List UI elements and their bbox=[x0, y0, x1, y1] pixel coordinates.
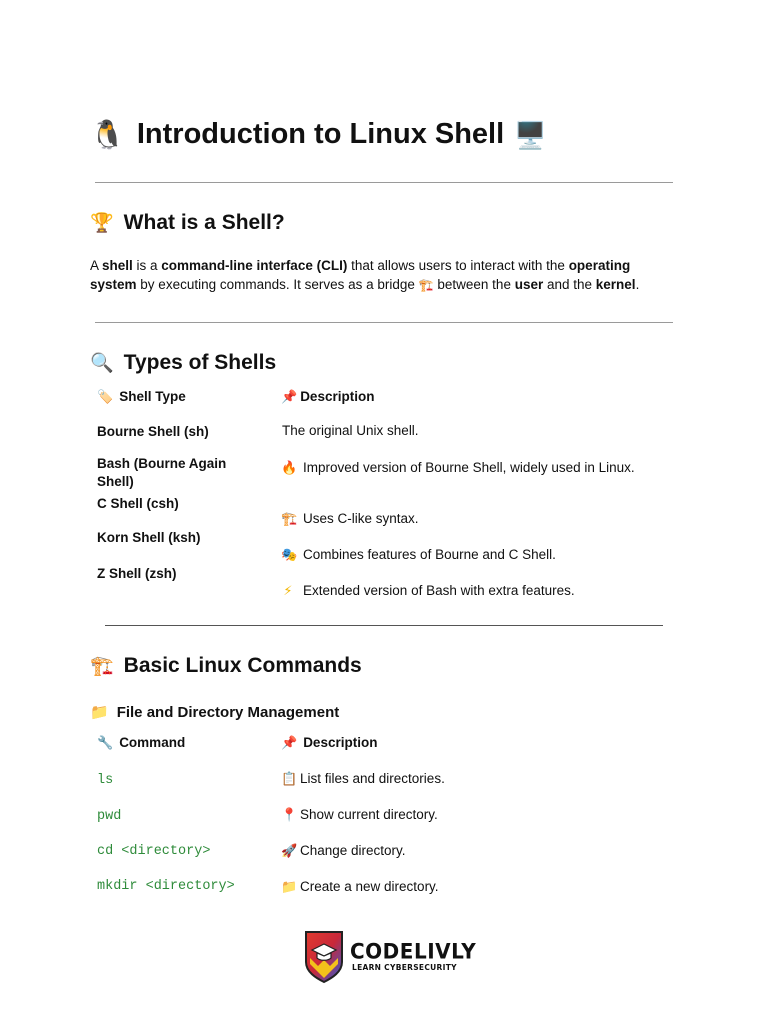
shell-name: Korn Shell (ksh) bbox=[97, 530, 201, 545]
divider bbox=[95, 182, 673, 183]
shell-description: The original Unix shell. bbox=[282, 423, 419, 438]
penguin-icon: 🐧 bbox=[90, 118, 125, 150]
crane-icon: 🏗️ bbox=[418, 278, 434, 292]
lightning-icon: ⚡ bbox=[283, 583, 293, 598]
folder-icon: 📁 bbox=[281, 879, 298, 894]
column-header-shell-type: 🏷️ Shell Type bbox=[97, 389, 186, 404]
column-header-description: 📌 Description bbox=[281, 389, 375, 404]
clipboard-icon: 📋 bbox=[281, 771, 298, 786]
rocket-icon: 🚀 bbox=[281, 843, 298, 858]
command-description: 📍 Show current directory. bbox=[281, 807, 438, 822]
location-pin-icon: 📍 bbox=[281, 807, 298, 822]
graduation-shield-icon bbox=[302, 928, 346, 982]
brand-tagline: LEARN CYBERSECURITY bbox=[352, 962, 457, 972]
shell-description: ⚡ Extended version of Bash with extra features. bbox=[281, 583, 575, 598]
page-title-row bbox=[90, 118, 547, 151]
label-icon: 🏷️ bbox=[97, 389, 114, 404]
shell-name: Bash (Bourne Again Shell) bbox=[97, 456, 227, 489]
section-title: Types of Shells bbox=[123, 351, 277, 374]
section-title: What is a Shell? bbox=[123, 211, 285, 234]
shell-description: 🏗️ Uses C-like syntax. bbox=[281, 511, 419, 526]
divider bbox=[105, 625, 663, 626]
divider bbox=[95, 322, 673, 323]
masks-icon: 🎭 bbox=[281, 547, 298, 562]
brand-name: CODELIVLY bbox=[350, 937, 477, 964]
folder-icon: 📁 bbox=[90, 704, 109, 721]
computer-icon: 🖥️ bbox=[514, 119, 547, 150]
fire-icon: 🔥 bbox=[281, 460, 298, 475]
section-heading-commands bbox=[90, 654, 362, 678]
subsection-heading: 📁 File and Directory Management bbox=[90, 704, 340, 721]
page-title: Introduction to Linux Shell bbox=[136, 118, 505, 150]
command-code: mkdir <directory> bbox=[97, 879, 235, 894]
crane-icon: 🏗️ bbox=[281, 511, 298, 526]
wrench-icon: 🔧 bbox=[97, 735, 114, 750]
command-code: cd <directory> bbox=[97, 844, 211, 859]
pushpin-icon: 📌 bbox=[281, 389, 298, 404]
shell-name: Bourne Shell (sh) bbox=[97, 424, 209, 439]
command-description: 🚀 Change directory. bbox=[281, 843, 406, 858]
command-code: ls bbox=[97, 773, 114, 788]
column-header-description: 📌 Description bbox=[281, 735, 378, 750]
section-title: Basic Linux Commands bbox=[123, 654, 362, 677]
command-description: 📋 List files and directories. bbox=[281, 771, 445, 786]
column-header-command: 🔧 Command bbox=[97, 735, 186, 750]
shell-description: 🔥 Improved version of Bourne Shell, widely used in Linux. bbox=[281, 460, 635, 475]
command-code: pwd bbox=[97, 809, 122, 824]
shell-definition: A shell is a command-line interface (CLI) that allows users to interact with the operating system by executing commands. It serves as a bridge 🏗️ between the user and the kernel. bbox=[90, 258, 640, 292]
shell-name: C Shell (csh) bbox=[97, 496, 179, 511]
crane-icon: 🏗️ bbox=[90, 655, 114, 677]
section-heading-shell bbox=[90, 211, 285, 235]
shell-name: Z Shell (zsh) bbox=[97, 566, 177, 581]
codelivly-logo bbox=[302, 928, 476, 982]
trophy-icon: 🏆 bbox=[90, 212, 114, 234]
pushpin-icon: 📌 bbox=[281, 735, 298, 750]
section-heading-types bbox=[90, 351, 276, 375]
command-description: 📁 Create a new directory. bbox=[281, 879, 439, 894]
shell-description: 🎭 Combines features of Bourne and C Shell. bbox=[281, 547, 556, 562]
magnifier-icon: 🔍 bbox=[90, 352, 114, 374]
